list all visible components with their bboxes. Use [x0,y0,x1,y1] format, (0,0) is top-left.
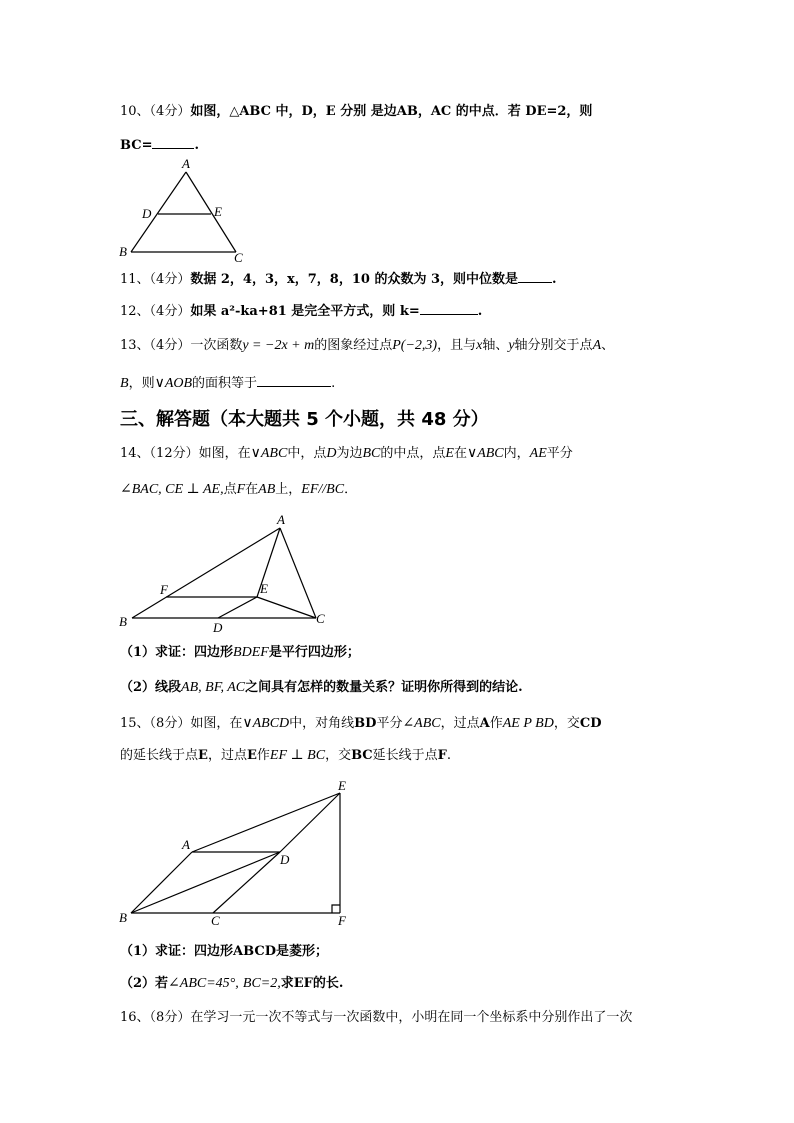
q11: 11、（4分）数据 2，4，3，x，7，8，10 的众数为 3，则中位数是 . [120,268,557,290]
q14-sub2: （2）线段AB, BF, AC之间具有怎样的数量关系？证明你所得到的结论. [120,680,523,695]
label-D: D [142,206,152,221]
label-B: B [119,910,127,925]
q15-sub2: （2）若∠ABC=45°, BC=2,求EF的长. [120,976,344,991]
q14-line1: 14、（12分）如图，在∨ABC中，点D为边BC的中点，点E在∨ABC内，AE平分 [120,446,573,461]
q13-line2: B，则∨AOB的面积等于 . [120,372,335,394]
label-C: C [211,913,220,928]
label-C: C [316,611,325,626]
label-D: D [280,852,290,867]
label-A: A [182,156,190,171]
q10-line2: BC= . [120,134,199,156]
label-E: E [260,581,268,596]
label-E: E [214,204,222,219]
answer-blank[interactable] [518,268,552,283]
section-heading: 三、解答题（本大题共 5 个小题，共 48 分） [120,409,489,430]
q15-line2: 的延长线于点E，过点E作EF ⊥ BC，交BC延长线于点F. [120,748,452,763]
q13-line1: 13、（4分）一次函数y = −2x + m的图象经过点P(−2,3)，且与x轴、y轴分别交于点A、 [120,338,615,353]
label-F: F [338,913,346,928]
label-F: F [160,582,168,597]
label-A: A [182,837,190,852]
label-C: C [234,250,243,265]
answer-blank[interactable] [420,300,478,315]
label-E: E [338,778,346,793]
q16-line1: 16、（8分）在学习一元一次不等式与一次函数中，小明在同一个坐标系中分别作出了一次 [120,1010,633,1025]
q14-sub1: （1）求证：四边形BDEF是平行四边形； [120,645,360,660]
q15-line1: 15、（8分）如图，在∨ABCD中，对角线BD平分∠ABC，过点A作AE P BD，交CD [120,716,602,731]
q14-line2: ∠BAC, CE ⊥ AE,点F在AB上，EF//BC． [120,482,358,497]
label-B: B [119,244,127,259]
figure-q15 [131,793,340,913]
label-D: D [213,620,223,635]
label-B: B [119,614,127,629]
q15-sub1: （1）求证：四边形ABCD是菱形； [120,944,328,959]
answer-blank[interactable] [257,372,331,387]
figure-q14 [132,528,316,618]
label-A: A [277,512,285,527]
q10-line1: 10、（4分）如图，△ABC 中，D，E 分别 是边AB，AC 的中点．若 DE=2，则 [120,104,593,119]
q12: 12、（4分）如果 a²-ka+81 是完全平方式，则 k= . [120,300,482,322]
